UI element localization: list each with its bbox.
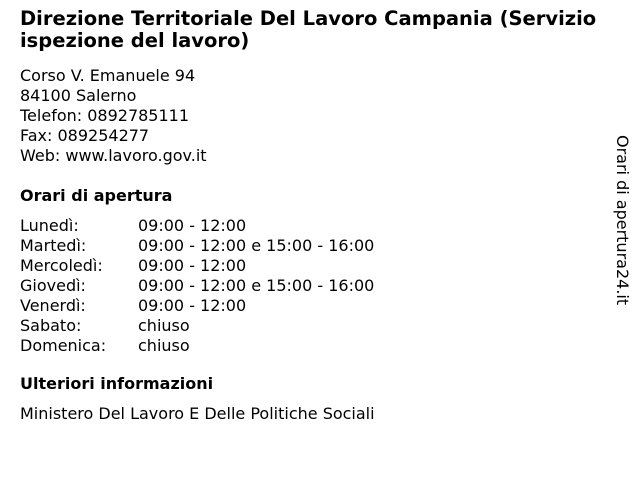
phone-number: Telefon: 0892785111	[20, 106, 190, 125]
day-hours: 09:00 - 12:00	[138, 256, 247, 275]
day-hours: 09:00 - 12:00 e 15:00 - 16:00	[138, 276, 375, 295]
day-label: Venerdì:	[20, 296, 86, 315]
day-label: Giovedì:	[20, 276, 86, 295]
street-address: Corso V. Emanuele 94	[20, 66, 196, 85]
day-label: Martedì:	[20, 236, 87, 255]
website: Web: www.lavoro.gov.it	[20, 146, 207, 165]
fax-number: Fax: 089254277	[20, 126, 150, 145]
more-info-heading: Ulteriori informazioni	[20, 374, 214, 393]
day-hours: 09:00 - 12:00 e 15:00 - 16:00	[138, 236, 375, 255]
day-label: Mercoledì:	[20, 256, 103, 275]
hours-row	[20, 336, 374, 356]
page-title: Direzione Territoriale Del Lavoro Campania (Servizio ispezione del lavoro)	[20, 7, 597, 52]
postal-city: 84100 Salerno	[20, 86, 137, 105]
hours-row	[20, 236, 374, 256]
day-hours: 09:00 - 12:00	[138, 296, 247, 315]
opening-hours-heading: Orari di apertura	[20, 186, 173, 205]
hours-row	[20, 276, 374, 296]
day-hours: 09:00 - 12:00	[138, 216, 247, 235]
site-watermark: Orari di apertura24.it	[613, 135, 632, 306]
hours-row	[20, 216, 374, 236]
more-info-text: Ministero Del Lavoro E Delle Politiche Sociali	[20, 404, 375, 423]
day-label: Lunedì:	[20, 216, 79, 235]
hours-row	[20, 296, 374, 316]
day-label: Sabato:	[20, 316, 82, 335]
address-block	[20, 66, 610, 166]
day-hours: chiuso	[138, 316, 190, 335]
day-label: Domenica:	[20, 336, 107, 355]
day-hours: chiuso	[138, 336, 190, 355]
hours-row	[20, 256, 374, 276]
hours-row	[20, 316, 374, 336]
opening-hours-table	[20, 216, 374, 356]
listing-card	[20, 8, 610, 424]
